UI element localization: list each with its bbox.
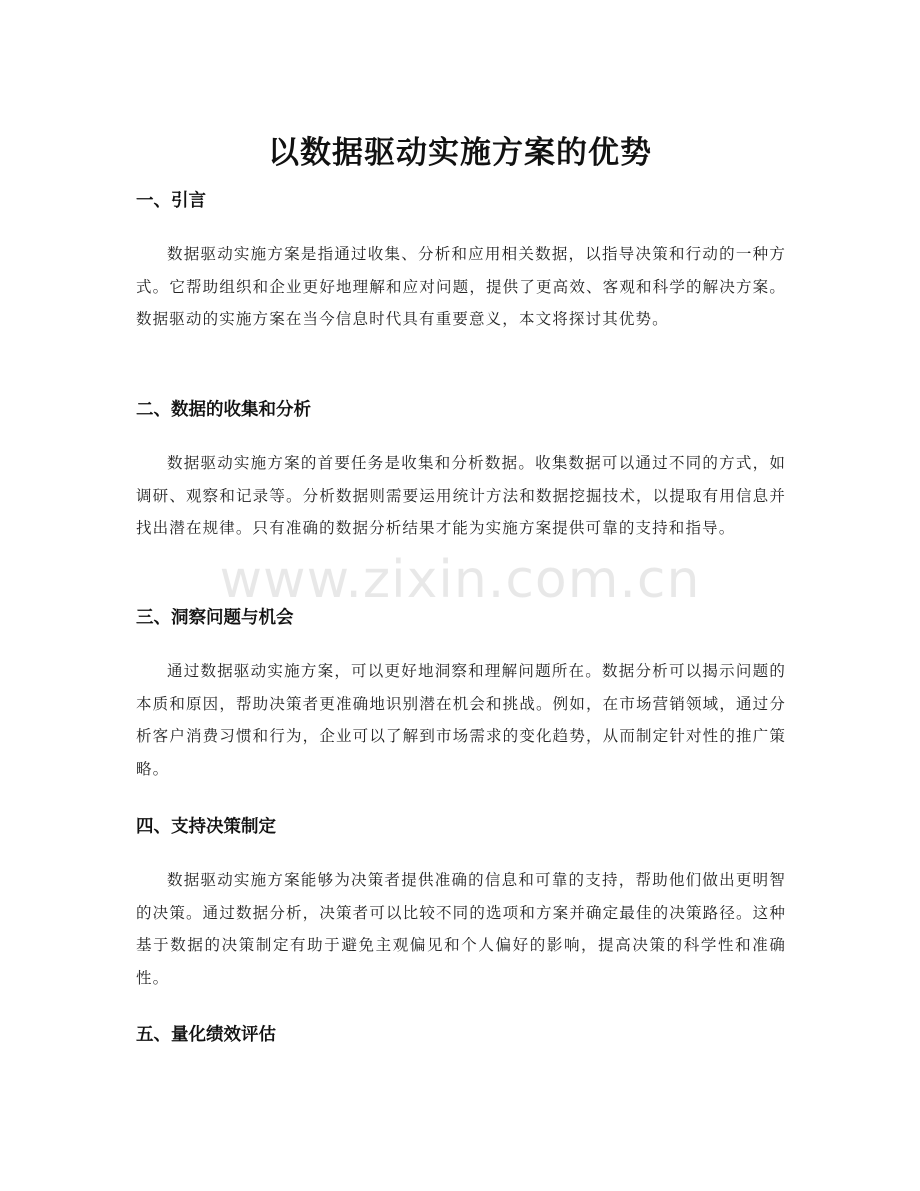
section-heading: 三、洞察问题与机会 xyxy=(136,608,294,628)
section-paragraph: 通过数据驱动实施方案，可以更好地洞察和理解问题所在。数据分析可以揭示问题的本质和原因，帮助决策者更准确地识别潜在机会和挑战。例如，在市场营销领域，通过分析客户消费习惯和行为，企业可以了解到市场需求的变化趋势，从而制定针对性的推广策略。 xyxy=(136,662,786,778)
watermark: www.zixin.com.cn xyxy=(219,550,701,610)
section-insight xyxy=(136,605,786,785)
section-paragraph: 数据驱动实施方案能够为决策者提供准确的信息和可靠的支持，帮助他们做出更明智的决策。通过数据分析，决策者可以比较不同的选项和方案并确定最佳的决策路径。这种基于数据的决策制定有助于避免主观偏见和个人偏好的影响，提高决策的科学性和准确性。 xyxy=(136,871,786,987)
section-heading: 四、支持决策制定 xyxy=(136,817,276,837)
section-heading: 一、引言 xyxy=(136,191,206,211)
section-heading: 五、量化绩效评估 xyxy=(136,1025,276,1045)
section-performance xyxy=(136,1022,786,1048)
document-title: 以数据驱动实施方案的优势 xyxy=(268,134,652,171)
section-data-collection xyxy=(136,397,786,545)
section-heading: 二、数据的收集和分析 xyxy=(136,400,311,420)
section-decision-support xyxy=(136,814,786,994)
section-paragraph: 数据驱动实施方案的首要任务是收集和分析数据。收集数据可以通过不同的方式，如调研、观察和记录等。分析数据则需要运用统计方法和数据挖掘技术，以提取有用信息并找出潜在规律。只有准确的数据分析结果才能为实施方案提供可靠的支持和指导。 xyxy=(136,454,786,538)
section-paragraph: 数据驱动实施方案是指通过收集、分析和应用相关数据，以指导决策和行动的一种方式。它帮助组织和企业更好地理解和应对问题，提供了更高效、客观和科学的解决方案。数据驱动的实施方案在当今信息时代具有重要意义，本文将探讨其优势。 xyxy=(136,245,786,329)
section-intro xyxy=(136,188,786,336)
